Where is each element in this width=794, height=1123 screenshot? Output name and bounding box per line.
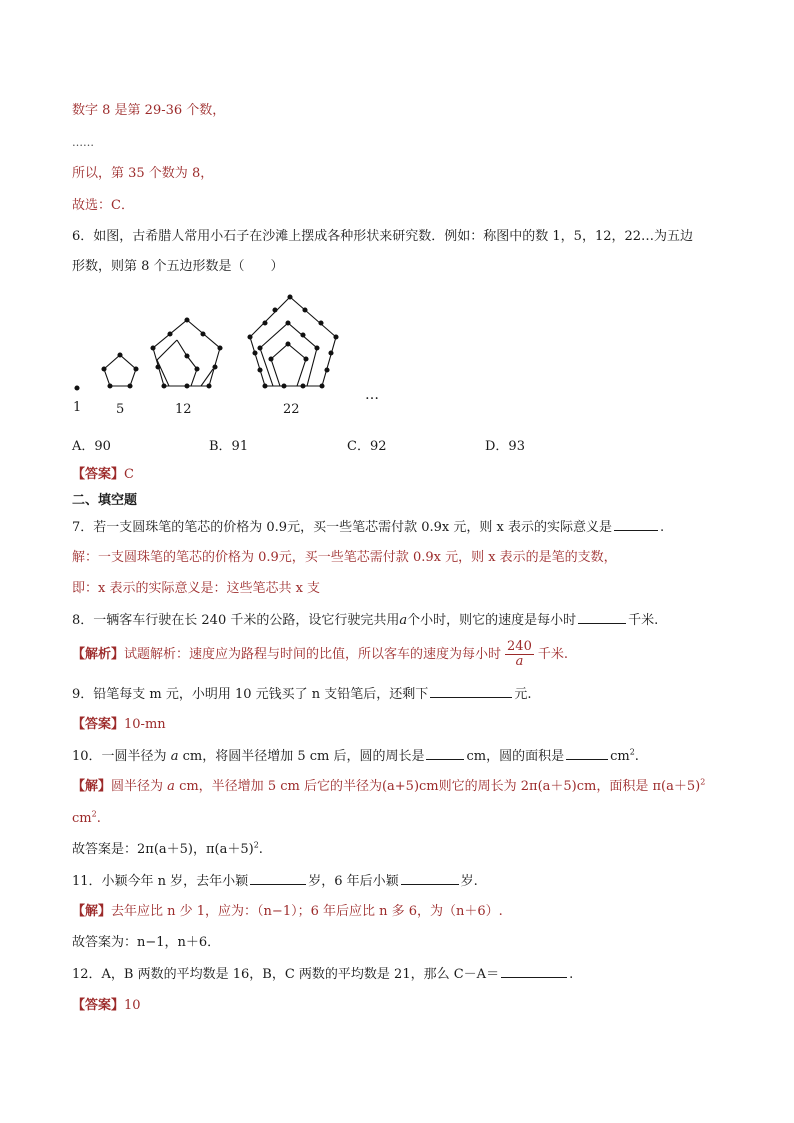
solution-line: 即：x 表示的实际意义是：这些笔芯共 x 支 xyxy=(72,581,321,596)
superscript: 2 xyxy=(629,747,635,757)
question-text: 12．A，B 两数的平均数是 16，B，C 两数的平均数是 21，那么 C－A＝ xyxy=(72,967,500,982)
answer-line xyxy=(72,997,141,1015)
figure-label: 12 xyxy=(175,402,192,417)
solution-line xyxy=(72,640,568,669)
question-text: 个小时，则它的速度是每小时 xyxy=(407,613,577,628)
pentagonal-numbers-figure xyxy=(60,285,400,420)
variable: a xyxy=(399,613,408,628)
solution-text: 试题解析：速度应为路程与时间的比值，所以客车的速度为每小时 xyxy=(124,647,502,662)
solution-line xyxy=(72,778,705,796)
solution-line: 解：一支圆珠笔的笔芯的价格为 0.9元，买一些笔芯需付款 0.9x 元，则 x 表示的是笔的支数， xyxy=(72,550,617,565)
option-a: A．90 xyxy=(72,439,111,454)
ellipsis-line: …… xyxy=(72,136,94,149)
answer-blank xyxy=(401,872,459,885)
question-7-stem: 7．若一支圆珠笔的笔芯的价格为 0.9元，买一些笔芯需付款 0.9x 元，则 x 表示的实际意义是 . xyxy=(72,520,665,535)
question-12-stem xyxy=(72,965,573,984)
pentagon-5 xyxy=(104,355,136,386)
question-6-stem-cont: 形数，则第 8 个五边形数是（ ） xyxy=(72,259,284,274)
answer-value: 10-mn xyxy=(124,717,166,732)
question-text: 千米. xyxy=(628,613,659,628)
solution-line: 所以，第 35 个数为 8， xyxy=(72,166,214,181)
answer-tag: 【答案】 xyxy=(72,467,125,482)
question-text: 8．一辆客车行驶在长 240 千米的公路，设它行驶完共用 xyxy=(72,613,400,628)
solution-text: cm，半径增加 5 cm 后它的半径为(a+5)cm则它的周长为 2π(a＋5)cm，面积是 π(a＋5) xyxy=(179,779,701,794)
question-text: 岁，6 年后小颖 xyxy=(308,874,399,889)
question-11-stem xyxy=(72,872,478,891)
solution-text: 去年应比 n 少 1，应为：（n−1）；6 年后应比 n 多 6，为（n＋6）. xyxy=(111,904,503,919)
solution-text: cm xyxy=(72,811,92,826)
answer-blank xyxy=(578,611,626,624)
section-heading: 二、填空题 xyxy=(72,493,138,508)
superscript: 2 xyxy=(700,777,706,787)
answer-blank xyxy=(426,747,464,760)
option-b: B．91 xyxy=(209,439,249,454)
answer-tag: 【答案】 xyxy=(72,717,125,732)
answer-blank xyxy=(566,747,608,760)
question-8-stem xyxy=(72,611,658,630)
fraction-numerator: 240 xyxy=(507,639,532,654)
variable: a xyxy=(167,779,175,794)
question-text: 9．铅笔每支 m 元，小明用 10 元钱买了 n 支铅笔后，还剩下 xyxy=(72,687,429,702)
solution-line xyxy=(72,903,503,921)
final-answer-line xyxy=(72,841,263,859)
solution-text: 千米. xyxy=(537,647,568,662)
figure-ellipsis: … xyxy=(365,387,381,403)
answer-blank xyxy=(614,518,658,531)
question-text: 10．一圆半径为 xyxy=(72,749,167,764)
final-answer-line: 故答案为：n−1，n＋6． xyxy=(72,935,221,950)
option-c: C．92 xyxy=(347,439,387,454)
solution-line: 数字 8 是第 29-36 个数， xyxy=(72,103,226,118)
pentagon-22 xyxy=(250,297,336,386)
superscript: 2 xyxy=(253,840,259,850)
figure-label: 5 xyxy=(116,402,125,417)
final-answer-text: . xyxy=(258,842,263,857)
question-text: 元. xyxy=(514,687,532,702)
variable: a xyxy=(170,749,179,764)
question-text: cm xyxy=(610,749,630,764)
question-text: 11．小颖今年 n 岁，去年小颖 xyxy=(72,874,249,889)
solution-tag: 【解】 xyxy=(72,779,112,794)
question-text: cm，将圆半径增加 5 cm 后，圆的周长是 xyxy=(182,749,425,764)
answer-value: C xyxy=(124,467,134,482)
answer-line xyxy=(72,466,134,484)
question-text: . xyxy=(634,749,639,764)
figure-dot xyxy=(75,386,79,390)
superscript: 2 xyxy=(91,809,97,819)
pentagon-12 xyxy=(153,320,220,386)
answer-blank xyxy=(501,965,567,978)
question-text: cm，圆的面积是 xyxy=(466,749,565,764)
option-d: D．93 xyxy=(485,439,525,454)
figure-label: 22 xyxy=(283,402,300,417)
question-text: 岁. xyxy=(460,874,478,889)
final-answer-text: 故答案是：2π(a＋5)，π(a＋5) xyxy=(72,842,254,857)
fraction xyxy=(505,640,534,669)
solution-line: 故选：C． xyxy=(72,198,134,213)
question-text: . xyxy=(569,967,574,982)
question-text: 7．若一支圆珠笔的笔芯的价格为 0.9元，买一些笔芯需付款 0.9x 元，则 x 表示的实际意义是 xyxy=(72,520,612,535)
answer-blank xyxy=(250,872,306,885)
figure-label: 1 xyxy=(73,400,82,415)
answer-blank xyxy=(430,685,512,698)
solution-tag: 【解】 xyxy=(72,904,112,919)
question-10-stem xyxy=(72,747,639,766)
analysis-tag: 【解析】 xyxy=(72,647,125,662)
answer-value: 10 xyxy=(124,998,141,1013)
question-9-stem xyxy=(72,685,531,704)
solution-line xyxy=(72,810,101,828)
solution-text: . xyxy=(96,811,101,826)
answer-line xyxy=(72,716,166,734)
fraction-denominator: a xyxy=(515,654,524,669)
answer-tag: 【答案】 xyxy=(72,998,125,1013)
solution-text: 圆半径为 xyxy=(111,779,164,794)
question-6-stem: 6．如图，古希腊人常用小石子在沙滩上摆成各种形状来研究数．例如：称图中的数 1，5，12，22…为五边 xyxy=(72,229,694,244)
